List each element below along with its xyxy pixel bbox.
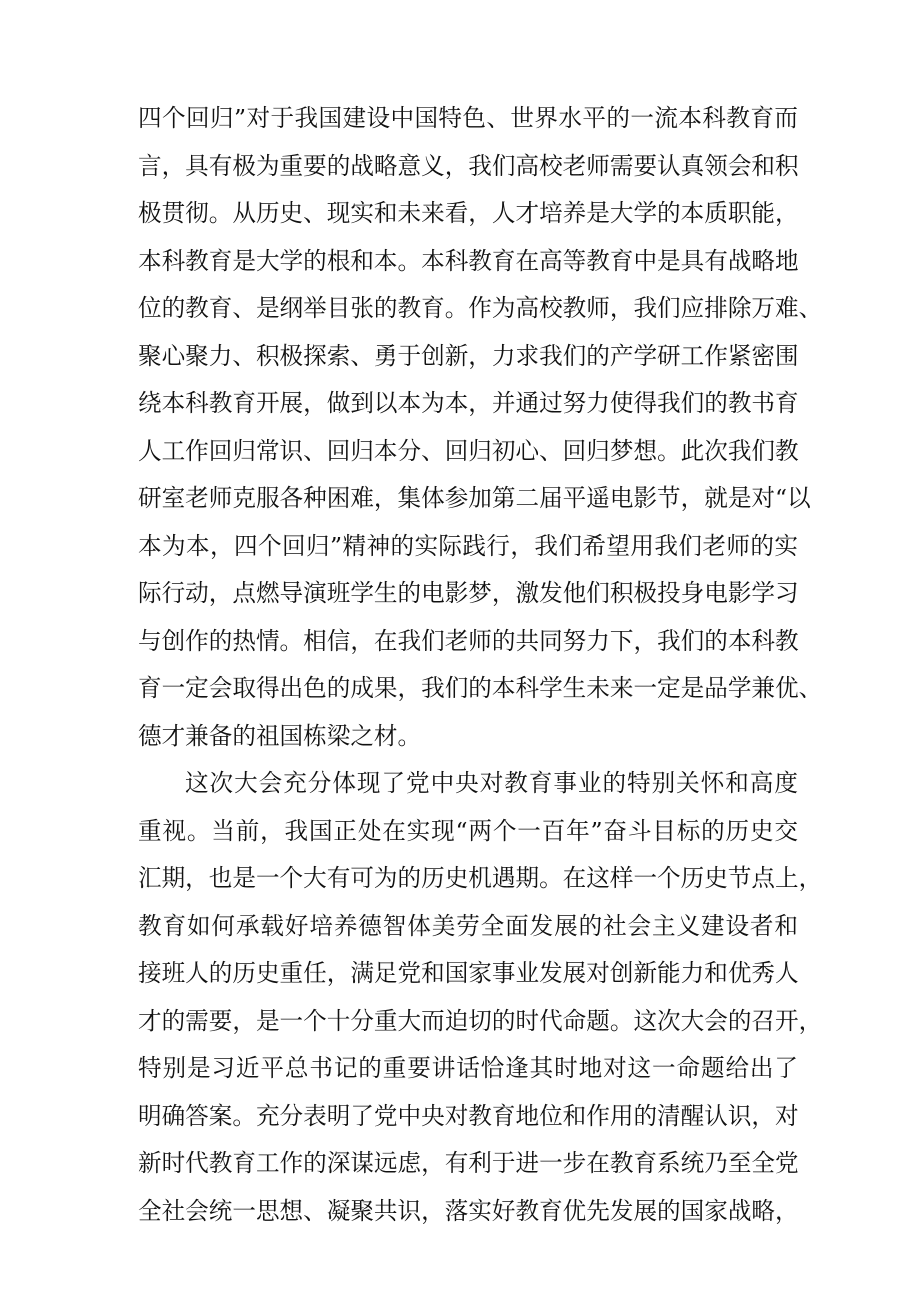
paragraph-line: 接班人的历史重任，满足党和国家事业发展对创新能力和优秀人 xyxy=(138,959,799,987)
paragraph-line: 四个回归”对于我国建设中国特色、世界水平的一流本科教育而 xyxy=(138,104,798,132)
paragraph-line: 际行动，点燃导演班学生的电影梦，激发他们积极投身电影学习 xyxy=(138,579,799,607)
paragraph-line: 这次大会充分体现了党中央对教育事业的特别关怀和高度 xyxy=(185,769,798,797)
paragraph-line: 言，具有极为重要的战略意义，我们高校老师需要认真领会和积 xyxy=(138,151,799,180)
paragraph-line: 德才兼备的祖国栋梁之材。 xyxy=(138,721,422,750)
paragraph-line: 汇期，也是一个大有可为的历史机遇期。在这样一个历史节点上， xyxy=(138,864,823,892)
paragraph-line: 本科教育是大学的根和本。本科教育在高等教育中是具有战略地 xyxy=(138,246,799,275)
paragraph-line: 与创作的热情。相信，在我们老师的共同努力下，我们的本科教 xyxy=(138,626,799,655)
paragraph-line: 育一定会取得出色的成果，我们的本科学生未来一定是品学兼优、 xyxy=(138,674,823,702)
paragraph-line: 全社会统一思想、凝聚共识，落实好教育优先发展的国家战略， xyxy=(138,1196,799,1225)
paragraph-line: 新时代教育工作的深谋远虑，有利于进一步在教育系统乃至全党 xyxy=(138,1149,799,1177)
paragraph-line: 才的需要，是一个十分重大而迫切的时代命题。这次大会的召开， xyxy=(138,1006,823,1035)
paragraph-line: 极贯彻。从历史、现实和未来看，人才培养是大学的本质职能， xyxy=(138,199,799,227)
paragraph-line: 本为本，四个回归”精神的实际践行，我们希望用我们老师的实 xyxy=(138,531,798,560)
paragraph-line: 人工作回归常识、回归本分、回归初心、回归梦想。此次我们教 xyxy=(138,436,799,465)
paragraph-line: 位的教育、是纲举目张的教育。作为高校教师，我们应排除万难、 xyxy=(138,294,823,322)
paragraph-1 xyxy=(138,95,823,760)
paragraph-line: 重视。当前，我国正处在实现“两个一百年”奋斗目标的历史交 xyxy=(138,816,798,845)
paragraph-line: 特别是习近平总书记的重要讲话恰逢其时地对这一命题给出了 xyxy=(138,1054,798,1082)
document-body xyxy=(138,95,823,1235)
paragraph-line: 聚心聚力、积极探索、勇于创新，力求我们的产学研工作紧密围 xyxy=(138,341,799,370)
paragraph-2 xyxy=(138,760,823,1235)
paragraph-line: 绕本科教育开展，做到以本为本，并通过努力使得我们的教书育 xyxy=(138,389,799,417)
paragraph-line: 明确答案。充分表明了党中央对教育地位和作用的清醒认识，对 xyxy=(138,1101,799,1130)
paragraph-line: 教育如何承载好培养德智体美劳全面发展的社会主义建设者和 xyxy=(138,911,798,940)
paragraph-line: 研室老师克服各种困难，集体参加第二届平遥电影节，就是对“以 xyxy=(138,484,811,512)
